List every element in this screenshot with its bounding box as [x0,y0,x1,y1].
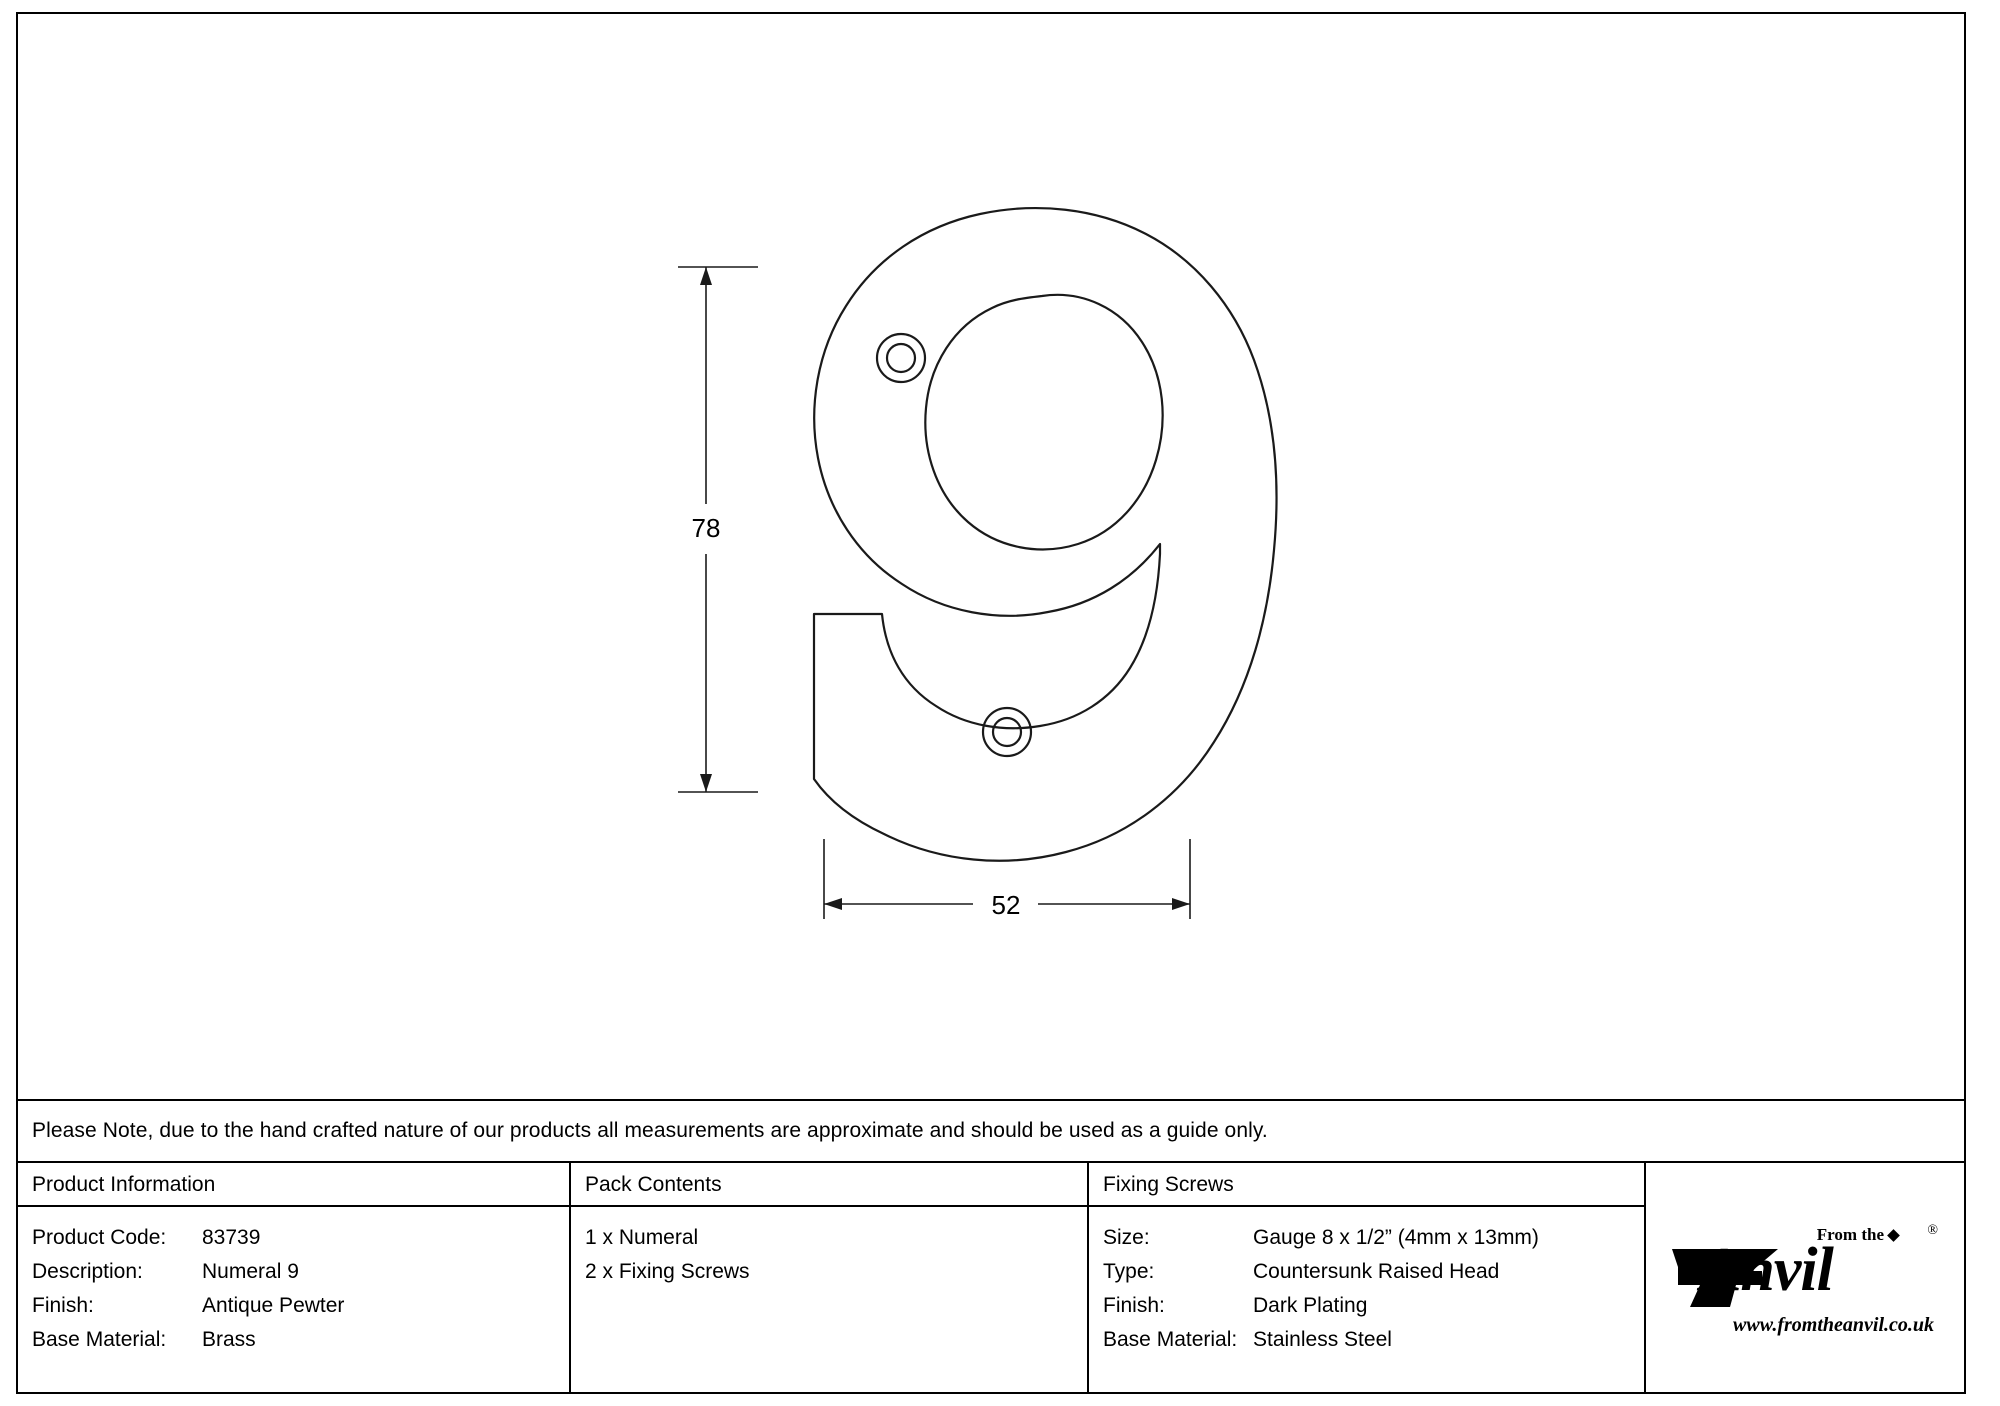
product-information-column [18,1163,571,1394]
note-text: Please Note, due to the hand crafted nature of our products all measurements are approximate and should be used as a guide only. [32,1119,1268,1142]
logo-url-text: www.fromtheanvil.co.uk [1733,1313,1934,1336]
product-information-body [18,1207,569,1357]
fixing-screws-column [1089,1163,1646,1394]
description-key: Description: [32,1260,143,1283]
description-row [32,1255,569,1289]
diamond-icon [1887,1229,1900,1242]
screw-base-material-value: Stainless Steel [1253,1328,1392,1351]
numeral-outline [814,208,1277,861]
numeral-drawing-svg [18,14,1964,1099]
note-strip [18,1099,1964,1161]
base-material-row [32,1323,569,1357]
info-table [18,1161,1964,1394]
logo-wrap [1646,1163,1964,1394]
top-fixing-hole-inner [887,344,915,372]
finish-key: Finish: [32,1294,94,1317]
fixing-screws-body [1089,1207,1644,1357]
description-value: Numeral 9 [202,1260,299,1283]
screw-base-material-row [1103,1323,1644,1357]
screw-size-value: Gauge 8 x 1/2” (4mm x 13mm) [1253,1226,1539,1249]
screw-base-material-key: Base Material: [1103,1328,1238,1351]
width-dimension-label: 52 [991,890,1021,920]
screw-type-key: Type: [1103,1260,1155,1283]
pack-contents-column [571,1163,1089,1394]
numeral-inner-loop [925,295,1162,550]
product-code-value: 83739 [202,1226,261,1249]
logo-from-the-text: From the [1816,1224,1884,1244]
screw-finish-value: Dark Plating [1253,1294,1368,1317]
fixing-screws-heading: Fixing Screws [1089,1163,1644,1207]
registered-icon: ® [1927,1222,1938,1238]
drawing-sheet [16,12,1966,1394]
brand-logo [1670,1219,1940,1339]
bottom-fixing-hole-inner [993,718,1021,746]
screw-type-row [1103,1255,1644,1289]
screw-type-value: Countersunk Raised Head [1253,1260,1500,1283]
logo-brand-text: Anvil [1700,1235,1833,1304]
base-material-value: Brass [202,1328,256,1351]
product-code-key: Product Code: [32,1226,167,1249]
base-material-key: Base Material: [32,1328,167,1351]
screw-size-row [1103,1221,1644,1255]
height-dimension-label: 78 [691,513,721,543]
screw-size-key: Size: [1103,1226,1150,1249]
pack-contents-heading: Pack Contents [571,1163,1087,1207]
pack-contents-item-2: 2 x Fixing Screws [585,1260,750,1283]
screw-finish-row [1103,1289,1644,1323]
product-information-heading: Product Information [18,1163,569,1207]
product-code-row [32,1221,569,1255]
screw-finish-key: Finish: [1103,1294,1165,1317]
top-fixing-hole-outer [877,334,925,382]
pack-contents-body [571,1207,1087,1289]
logo-column [1646,1163,1964,1394]
drawing-area [18,14,1964,1099]
finish-row [32,1289,569,1323]
bottom-fixing-hole-outer [983,708,1031,756]
finish-value: Antique Pewter [202,1294,345,1317]
pack-contents-item-1: 1 x Numeral [585,1226,699,1249]
